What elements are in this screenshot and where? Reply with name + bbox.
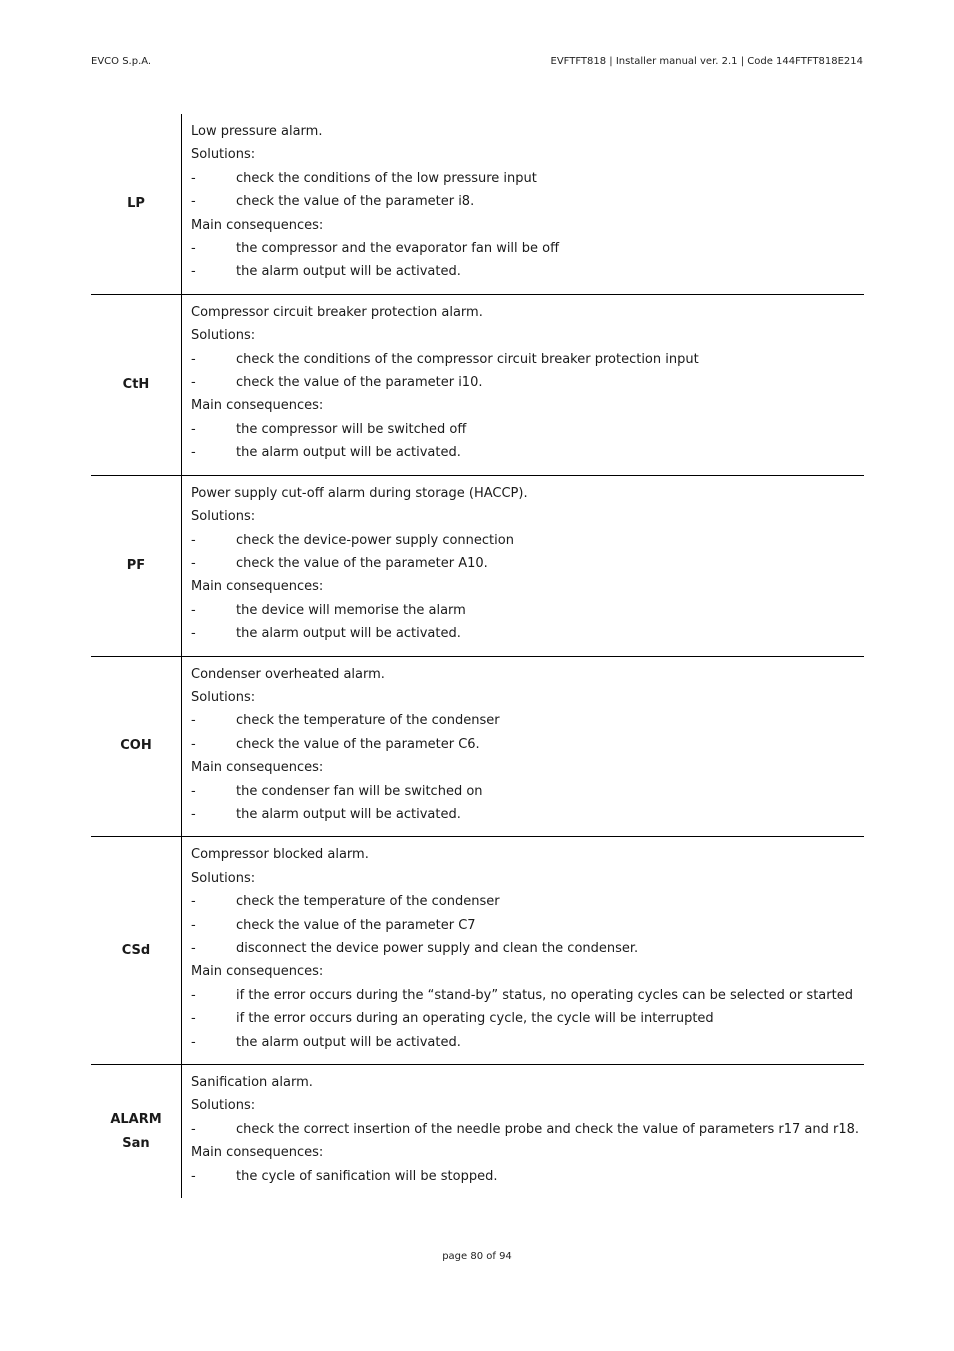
list-dash: - [191,783,196,799]
alarm-table [91,114,864,1198]
alarm-description [182,114,864,294]
consequence-item [191,984,864,1007]
alarm-description [182,837,864,1064]
list-item-text: check the value of the parameter A10. [236,555,488,571]
solution-item [191,733,864,756]
solution-item [191,937,864,960]
consequences-label: Main consequences: [191,1145,324,1161]
alarm-code-line: PF [126,557,146,573]
list-item-text: check the value of the parameter i8. [236,194,475,210]
list-dash: - [191,1168,196,1184]
alarm-row [91,294,864,475]
list-dash: - [191,626,196,642]
consequence-item [191,1007,864,1030]
list-item-text: if the error occurs during the “stand-by” status, no operating cycles can be selected or started [236,987,853,1003]
list-item-text: check the correct insertion of the needle probe and check the value of parameters r17 and r18. [236,1121,860,1137]
alarm-code [91,476,182,656]
alarm-code-line: CtH [122,376,150,392]
consequence-item [191,418,864,441]
list-dash: - [191,264,196,280]
list-dash: - [191,1011,196,1027]
alarm-title: Power supply cut-off alarm during storage (HACCP). [191,485,528,501]
consequence-item [191,780,864,803]
consequences-label: Main consequences: [191,760,324,776]
alarm-title: Compressor circuit breaker protection alarm. [191,304,483,320]
list-item-text: check the value of the parameter C6. [236,736,480,752]
alarm-description [182,295,864,475]
alarm-description [182,657,864,837]
list-item-text: if the error occurs during an operating cycle, the cycle will be interrupted [236,1011,714,1027]
list-item-text: the alarm output will be activated. [236,806,461,822]
alarm-code-line: COH [120,738,152,754]
alarm-code [91,295,182,475]
list-item-text: disconnect the device power supply and clean the condenser. [236,941,639,956]
alarm-title: Low pressure alarm. [191,124,323,139]
consequences-label: Main consequences: [191,964,324,980]
consequences-label: Main consequences: [191,398,324,414]
list-item-text: the cycle of sanification will be stopped. [236,1168,498,1184]
alarm-description [182,1065,864,1198]
solution-item [191,371,864,394]
alarm-row [91,475,864,656]
list-item-text: the alarm output will be activated. [236,445,461,461]
list-dash: - [191,806,196,822]
alarm-row [91,1064,864,1198]
consequence-item [191,260,864,283]
list-dash: - [191,194,196,210]
alarm-title: Sanification alarm. [191,1075,313,1091]
consequence-item [191,237,864,260]
solutions-label: Solutions: [191,147,256,163]
solutions-label: Solutions: [191,328,256,344]
solution-item [191,914,864,937]
list-item-text: the alarm output will be activated. [236,1034,461,1050]
list-item-text: check the temperature of the condenser [236,713,500,729]
consequence-item [191,622,864,645]
solutions-label: Solutions: [191,689,256,705]
list-dash: - [191,894,196,910]
header-document-info: EVFTFT818 | Installer manual ver. 2.1 | Code 144FTFT818E214 [550,56,863,67]
list-dash: - [191,941,196,956]
list-dash: - [191,375,196,391]
list-dash: - [191,1034,196,1050]
consequences-label: Main consequences: [191,217,324,233]
consequence-item [191,1165,864,1188]
solutions-label: Solutions: [191,509,256,525]
alarm-code [91,837,182,1064]
solutions-label: Solutions: [191,1098,256,1114]
list-item-text: check the conditions of the low pressure input [236,170,537,186]
alarm-row [91,656,864,837]
alarm-code-line: LP [127,195,145,211]
consequence-item [191,1031,864,1054]
list-item-text: check the value of the parameter C7 [236,917,476,933]
list-dash: - [191,713,196,729]
list-dash: - [191,987,196,1003]
list-dash: - [191,736,196,752]
list-dash: - [191,532,196,548]
list-item-text: the alarm output will be activated. [236,626,461,642]
page-number: page 80 of 94 [442,1251,512,1262]
solution-item [191,167,864,190]
list-dash: - [191,170,196,186]
solution-item [191,348,864,371]
header-company: EVCO S.p.A. [91,56,152,67]
consequence-item [191,441,864,464]
list-item-text: check the conditions of the compressor circuit breaker protection input [236,351,699,367]
list-dash: - [191,555,196,571]
consequences-label: Main consequences: [191,579,324,595]
solution-item [191,709,864,732]
alarm-code [91,114,182,294]
list-item-text: check the device-power supply connection [236,532,514,548]
alarm-row [91,836,864,1064]
alarm-title: Compressor blocked alarm. [191,847,369,863]
alarm-code-line: CSd [121,942,151,958]
list-item-text: the compressor and the evaporator fan will be off [236,241,560,257]
list-dash: - [191,445,196,461]
list-dash: - [191,241,196,257]
list-item-text: the condenser fan will be switched on [236,783,483,799]
list-item-text: the device will memorise the alarm [236,602,466,618]
alarm-row [91,114,864,294]
list-dash: - [191,421,196,437]
list-item-text: check the temperature of the condenser [236,894,500,910]
alarm-code [91,657,182,837]
alarm-code-line: ALARM [110,1111,162,1127]
solution-item [191,890,864,913]
solutions-label: Solutions: [191,870,256,886]
solution-item [191,529,864,552]
list-item-text: the compressor will be switched off [236,421,467,437]
alarm-description [182,476,864,656]
solution-item [191,190,864,213]
list-dash: - [191,351,196,367]
solution-item [191,552,864,575]
list-item-text: check the value of the parameter i10. [236,375,483,391]
list-dash: - [191,917,196,933]
alarm-title: Condenser overheated alarm. [191,666,385,682]
alarm-code [91,1065,182,1198]
alarm-code-line: San [122,1135,150,1151]
consequence-item [191,599,864,622]
list-item-text: the alarm output will be activated. [236,264,461,280]
list-dash: - [191,602,196,618]
list-dash: - [191,1121,196,1137]
consequence-item [191,803,864,826]
solution-item [191,1118,864,1141]
